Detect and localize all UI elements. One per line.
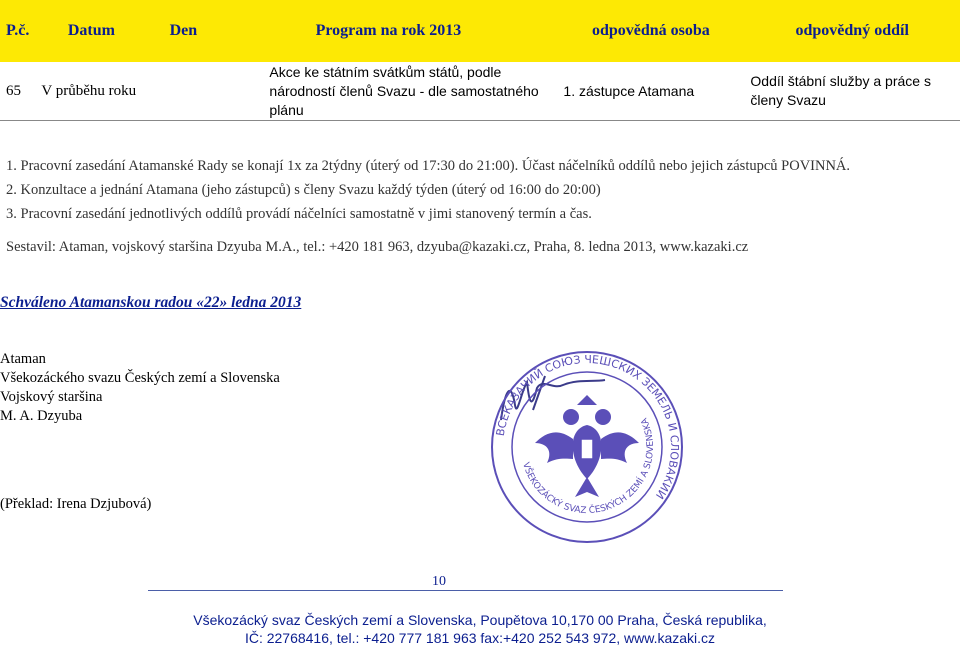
- seal-outer-text: ВСЕКАЗАЧИЙ СОЮЗ ЧЕШСКИХ ЗЕМЕЛЬ И СЛОВАКИИ: [493, 352, 682, 502]
- sig-line-1: Ataman: [0, 351, 46, 367]
- sig-line-4: M. A. Dzyuba: [0, 408, 83, 424]
- header-program: Program na rok 2013: [219, 0, 557, 62]
- note-1: 1. Pracovní zasedání Atamanské Rady se konají 1x za 2týdny (úterý od 17:30 do 21:00). Účast náčelníků oddílů nebo jejich zástupců POVINNÁ.: [6, 158, 851, 174]
- row-program: Akce ke státním svátkům států, podle národností členů Svazu - dle samostatného plánu: [219, 62, 557, 121]
- footer-divider: [148, 590, 783, 591]
- official-seal: [487, 347, 687, 547]
- row-num: 65: [0, 62, 35, 121]
- translation-note: (Překlad: Irena Dzjubová): [0, 496, 152, 512]
- row-den: [147, 62, 219, 121]
- approval-line: Schváleno Atamanskou radou «22» ledna 2013: [0, 294, 302, 311]
- header-osoba: odpovědná osoba: [557, 0, 744, 62]
- header-den: Den: [147, 0, 219, 62]
- header-oddil: odpovědný oddíl: [744, 0, 960, 62]
- header-pc: P.č.: [0, 0, 35, 62]
- signature-block: [0, 350, 280, 426]
- note-2: 2. Konzultace a jednání Atamana (jeho zástupců) s členy Svazu každý týden (úterý od 16:00 do 20:00): [6, 182, 601, 198]
- footer-line-2: IČ: 22768416, tel.: +420 777 181 963 fax:+420 252 543 972, www.kazaki.cz: [244, 630, 716, 646]
- notes-block: [6, 154, 956, 226]
- row-oddil: Oddíl štábní služby a práce s členy Svazu: [744, 62, 960, 121]
- header-datum: Datum: [35, 0, 147, 62]
- note-3: 3. Pracovní zasedání jednotlivých oddílů provádí náčelníci samostatně v jimi stanovený termín a čas.: [6, 206, 592, 222]
- sig-line-2: Všekozáckého svazu Českých zemí a Slovenska: [0, 370, 280, 386]
- row-datum: V průběhu roku: [35, 62, 147, 121]
- table-row: [0, 62, 960, 121]
- row-osoba: 1. zástupce Atamana: [557, 62, 744, 121]
- page-number: 10: [432, 574, 446, 589]
- footer-address: [0, 611, 960, 647]
- seal-inner-text: VŠEKOZÁCKÝ SVAZ ČESKÝCH ZEMÍ A SLOVENSKA: [520, 416, 657, 517]
- sig-line-3: Vojskový staršina: [0, 389, 103, 405]
- compiled-by: Sestavil: Ataman, vojskový staršina Dzyuba M.A., tel.: +420 181 963, dzyuba@kazaki.cz, Praha, 8. ledna 2013, www.kazaki.cz: [6, 239, 749, 255]
- program-table: [0, 0, 960, 121]
- table-header-row: [0, 0, 960, 62]
- footer-line-1: Všekozácký svaz Českých zemí a Slovenska, Poupětova 10,170 00 Praha, Česká republika,: [193, 612, 767, 628]
